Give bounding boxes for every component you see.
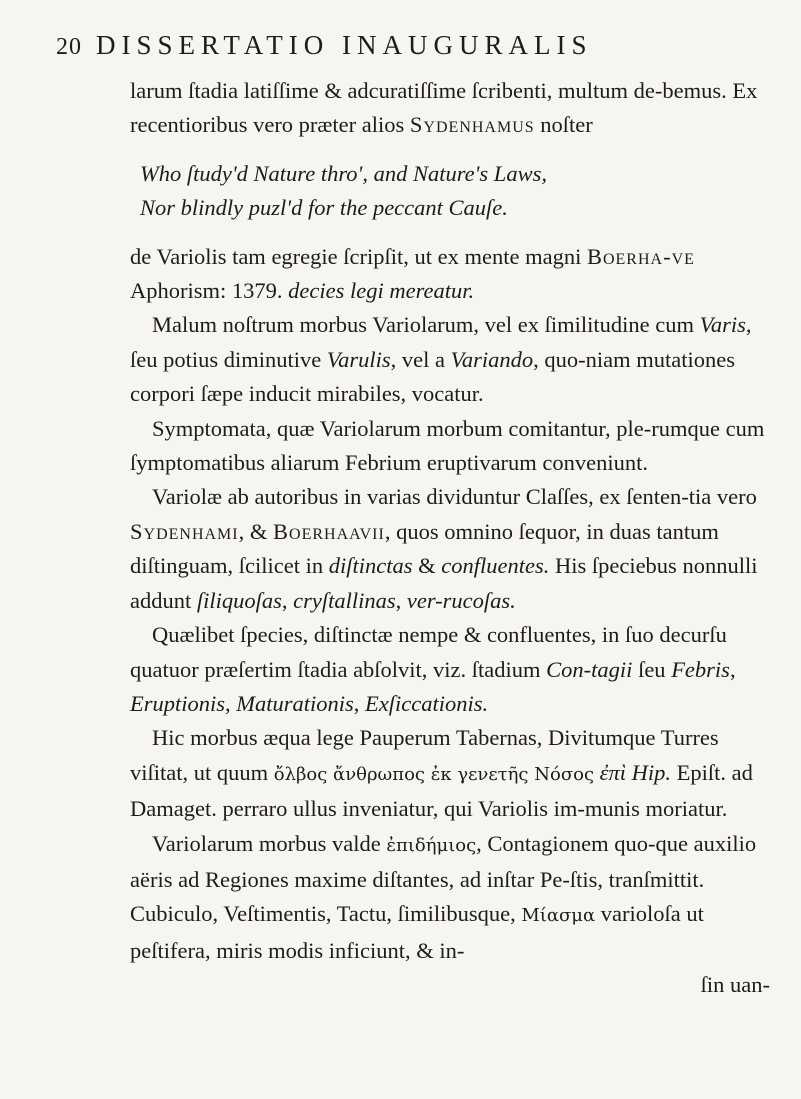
text-run: noſter bbox=[534, 112, 593, 138]
page-number: 20 bbox=[56, 34, 82, 60]
author-name: Sydenhami bbox=[130, 518, 239, 544]
paragraph-2 bbox=[130, 240, 770, 309]
verse-quote bbox=[130, 157, 770, 226]
italic-run: confluentes. bbox=[441, 553, 550, 579]
paragraph-4: Symptomata, quæ Variolarum morbum comitantur, ple-rumque cum ſymptomatibus aliarum Febrium eruptivarum conveniunt. bbox=[130, 415, 765, 476]
italic-run: Eruptionis bbox=[130, 690, 226, 716]
text-run: , ſeu potius diminutive bbox=[130, 312, 752, 372]
italic-run: decies legi mereatur. bbox=[288, 278, 475, 304]
paragraph-1 bbox=[130, 74, 770, 143]
text-run: Quælibet ſpecies, diſtinctæ nempe & confluentes, in ſuo decurſu quatuor præſertim ſtadia abſolvit, viz. ſtadium bbox=[130, 622, 727, 682]
paragraph-6 bbox=[130, 618, 770, 721]
verse-line: Nor blindly puzl'd for the peccant Cauſe. bbox=[140, 195, 508, 221]
italic-run: Maturationis bbox=[236, 690, 354, 716]
verse-line: Who ſtudy'd Nature thro', and Nature's Laws, bbox=[140, 160, 547, 186]
italic-run: Variando bbox=[450, 346, 534, 372]
paragraph-8 bbox=[130, 827, 770, 969]
italic-run: Con-tagii bbox=[546, 656, 633, 682]
body-text bbox=[130, 74, 770, 1003]
text-run: , quo-niam mutationes corpori ſæpe inducit mirabiles, vocatur. bbox=[130, 346, 735, 407]
italic-run: Varis bbox=[699, 312, 746, 338]
greek-text: Μίασμα bbox=[521, 905, 596, 927]
text-run: , bbox=[281, 587, 294, 613]
text-run: Variolæ ab autoribus in varias dividuntur Claſſes, ex ſenten-tia vero bbox=[152, 484, 757, 510]
text-run: Aphorism: 1379. bbox=[130, 278, 289, 304]
text-run: varioloſa ut peſtifera, miris modis inficiunt, & in- bbox=[130, 901, 704, 963]
author-name: Boerha-ve bbox=[586, 243, 695, 269]
paragraph-5 bbox=[130, 480, 770, 618]
running-head: DISSERTATIO INAUGURALIS bbox=[96, 30, 593, 60]
greek-text: ὄλβος ἄνθρωπος ἐκ γενετῆς Νόσος bbox=[273, 763, 595, 785]
greek-text: ἐπιδήμιος bbox=[386, 834, 477, 856]
author-name: Boerhaavii bbox=[273, 518, 385, 544]
text-run: de Variolis tam egregie ſcripſit, ut ex mente magni bbox=[130, 243, 587, 269]
paragraph-7 bbox=[130, 721, 770, 826]
text-run: Hic morbus æqua lege Pauperum Tabernas, Divitumque Turres viſitat, ut quum bbox=[130, 725, 719, 785]
author-name: Sydenhamus bbox=[409, 112, 535, 138]
italic-run: Varulis bbox=[326, 346, 391, 372]
italic-run: Exſiccationis. bbox=[365, 690, 489, 716]
catchword: ſin uan- bbox=[700, 972, 770, 998]
text-run: Variolarum morbus valde bbox=[152, 830, 387, 856]
text-run: larum ſtadia latiſſime & adcuratiſſime ſcribenti, multum de-bemus. Ex recentioribus vero præter alios bbox=[130, 78, 758, 138]
italic-run: cryſtallinas bbox=[293, 587, 396, 613]
text-run: His ſpeciebus nonnulli addunt bbox=[130, 553, 758, 613]
text-run: Malum noſtrum morbus Variolarum, vel ex ſimilitudine cum bbox=[152, 312, 700, 338]
text-run: & bbox=[412, 553, 442, 579]
text-run: , quos omnino ſequor, in duas tantum diſtinguam, ſcilicet in bbox=[130, 518, 719, 579]
page-header bbox=[56, 30, 761, 70]
text-run: , vel a bbox=[390, 346, 451, 372]
text-run: , bbox=[353, 690, 366, 716]
text-run: , bbox=[225, 690, 237, 716]
text-run: , & bbox=[238, 518, 274, 544]
italic-run: Febris bbox=[671, 656, 730, 682]
text-run: , bbox=[729, 656, 736, 682]
paragraph-3 bbox=[130, 308, 770, 411]
italic-run: ver-rucoſas. bbox=[406, 587, 516, 613]
text-run: , Contagionem quo-que auxilio aëris ad Regiones maxime diſtantes, ad inſtar Pe-ſtis, tranſmittit. Cubiculo, Veſtimentis, Tactu, ſimilibusque, bbox=[130, 830, 757, 927]
italic-run: diſtinctas bbox=[328, 553, 413, 579]
text-run: , bbox=[395, 587, 407, 613]
text-run: ſeu bbox=[632, 656, 672, 682]
italic-run: ſiliquoſas bbox=[196, 587, 282, 613]
italic-run: ἐπὶ Hip. bbox=[599, 759, 672, 785]
text-run: Epiſt. ad Damaget. perraro ullus inveniatur, qui Variolis im-munis moriatur. bbox=[130, 759, 753, 822]
